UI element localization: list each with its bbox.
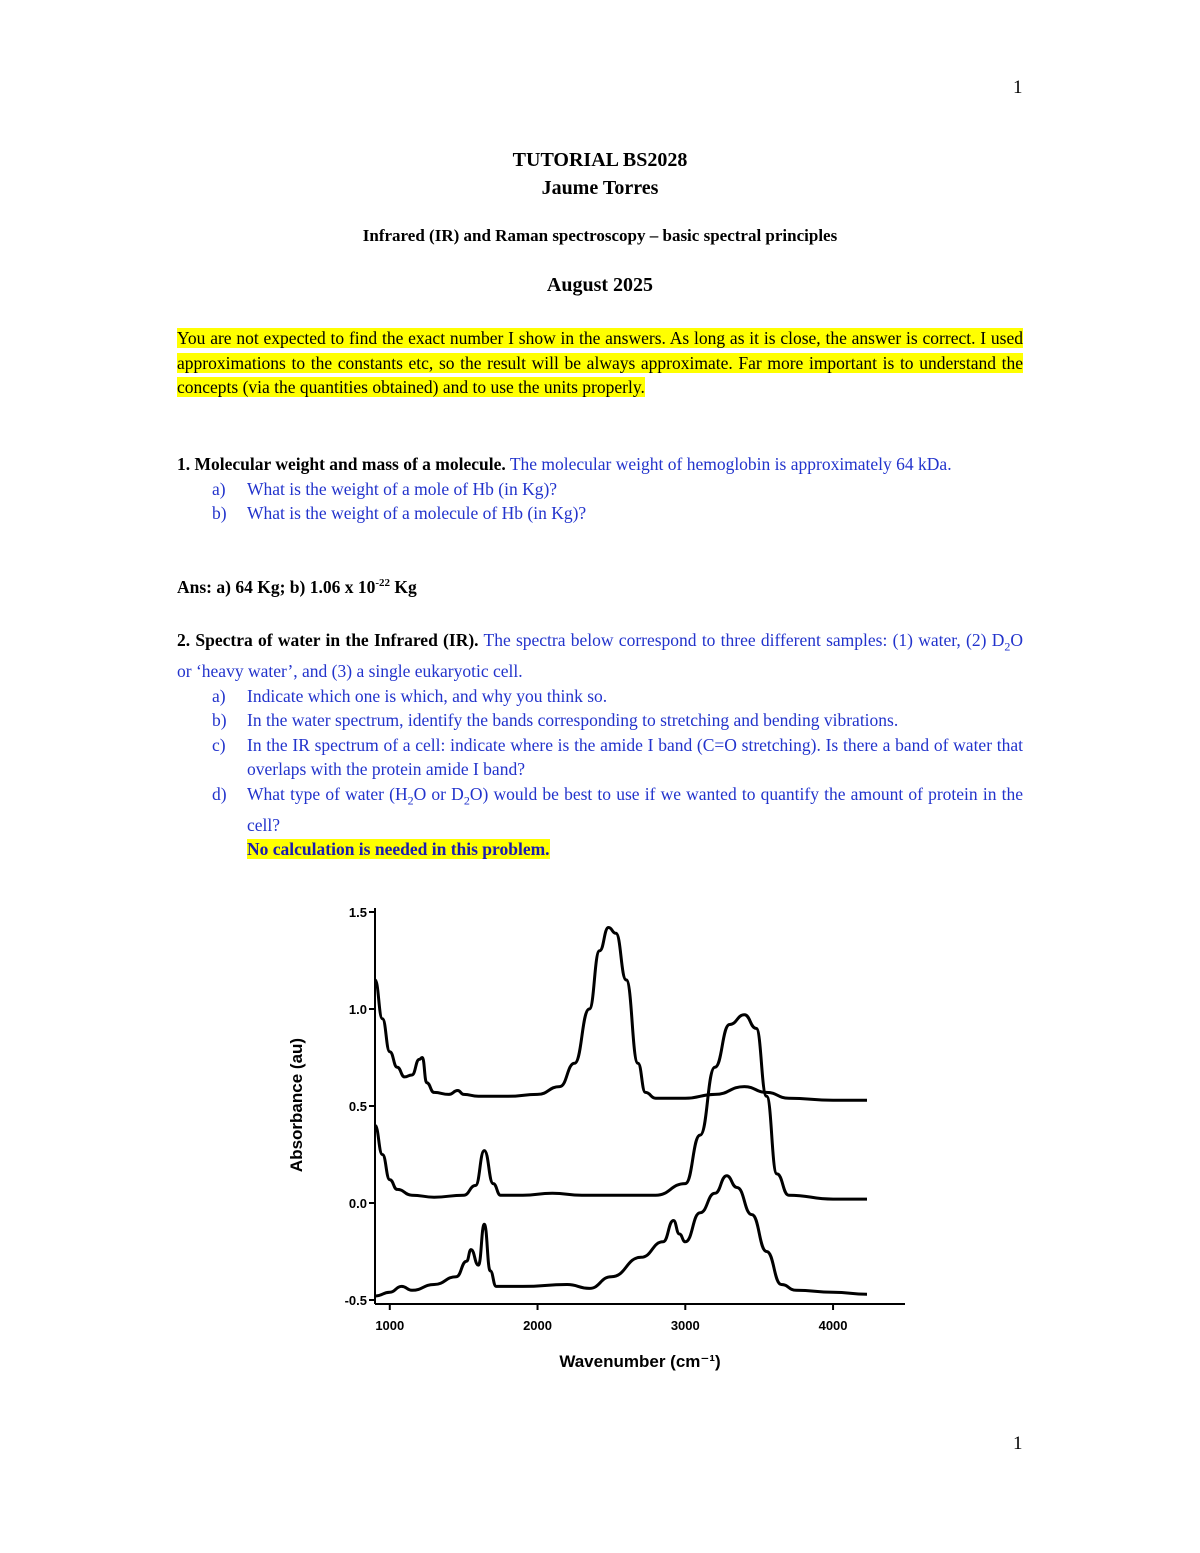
y-tick-label: 1.5 — [348, 905, 367, 920]
document-date: August 2025 — [546, 274, 654, 296]
question-2-items — [177, 684, 1023, 862]
y-axis-label: Absorbance (au) — [287, 1037, 306, 1173]
question-2-body: The spectra below correspond to three different samples: (1) water, (2) $D_2O$ or ‘heavy water’, and (3) a single eukaryotic cell. — [177, 630, 1024, 681]
ir-spectra-chart — [270, 890, 930, 1390]
list-item: c) In the IR spectrum of a cell: indicate where is the amide I band (C=O stretching). Is there a band of water that overlaps with the protein amide I band? — [212, 734, 1023, 779]
list-item: a) Indicate which one is which, and why you think so. — [212, 685, 608, 706]
no-calculation-note: No calculation is needed in this problem. — [247, 839, 550, 859]
question-1-items — [177, 477, 1023, 526]
chart-axes — [375, 908, 905, 1304]
document-title-block — [0, 146, 1200, 202]
document-title: TUTORIAL BS2028 — [512, 149, 688, 171]
list-item: b) In the water spectrum, identify the bands corresponding to stretching and bending vibrations. — [212, 710, 899, 730]
list-item: d) What type of water ($H_2O$ or $D_2O$) would be best to use if we wanted to quantify the amount of protein in the cell? No calculation is needed in this problem. — [212, 783, 1023, 859]
y-tick-label: 0.5 — [348, 1099, 367, 1114]
list-item: b) What is the weight of a molecule of Hb (in Kg)? — [212, 503, 587, 523]
question-1-body: The molecular weight of hemoglobin is approximately 64 kDa. — [509, 454, 952, 474]
page-number-top: 1 — [1013, 77, 1023, 98]
instructions-note-text: You are not expected to find the exact number I show in the answers. As long as it is close, the answer is correct. I used approximations to the constants etc, so the result will be always approximate. Far more important is to understand the concepts (via the quantities obtained) and to use the units properly. — [177, 328, 1023, 397]
list-item: a) What is the weight of a mole of Hb (in Kg)? — [212, 478, 558, 499]
x-tick-label: 1000 — [375, 1318, 405, 1333]
question-1 — [177, 452, 1023, 526]
page-number-bottom: 1 — [1013, 1433, 1023, 1454]
x-tick-label: 3000 — [670, 1318, 700, 1333]
instructions-note — [177, 326, 1023, 400]
x-tick-label: 4000 — [818, 1318, 848, 1333]
x-tick-label: 2000 — [523, 1318, 552, 1333]
spectrum-line-2 — [375, 1015, 867, 1199]
chart-series — [375, 928, 867, 1297]
question-1-answer: Ans: a) 64 Kg; b) 1.06 x $10^{-22}$ Kg — [177, 577, 417, 597]
document-subtitle: Infrared (IR) and Raman spectroscopy – basic spectral principles — [362, 226, 838, 245]
author-name: Jaume Torres — [541, 177, 659, 199]
question-1-text — [177, 452, 1023, 477]
question-1-heading: 1. Molecular weight and mass of a molecule. — [177, 454, 506, 474]
spectrum-line-1 — [375, 928, 867, 1101]
y-tick-label: -0.5 — [344, 1293, 367, 1308]
y-tick-label: 1.0 — [348, 1002, 367, 1017]
question-2 — [177, 628, 1023, 862]
y-tick-label: 0.0 — [348, 1196, 367, 1211]
x-axis-label: Wavenumber (cm⁻¹) — [559, 1352, 721, 1371]
question-2-heading: 2. Spectra of water in the Infrared (IR). — [177, 630, 479, 650]
question-2-text — [177, 628, 1023, 684]
